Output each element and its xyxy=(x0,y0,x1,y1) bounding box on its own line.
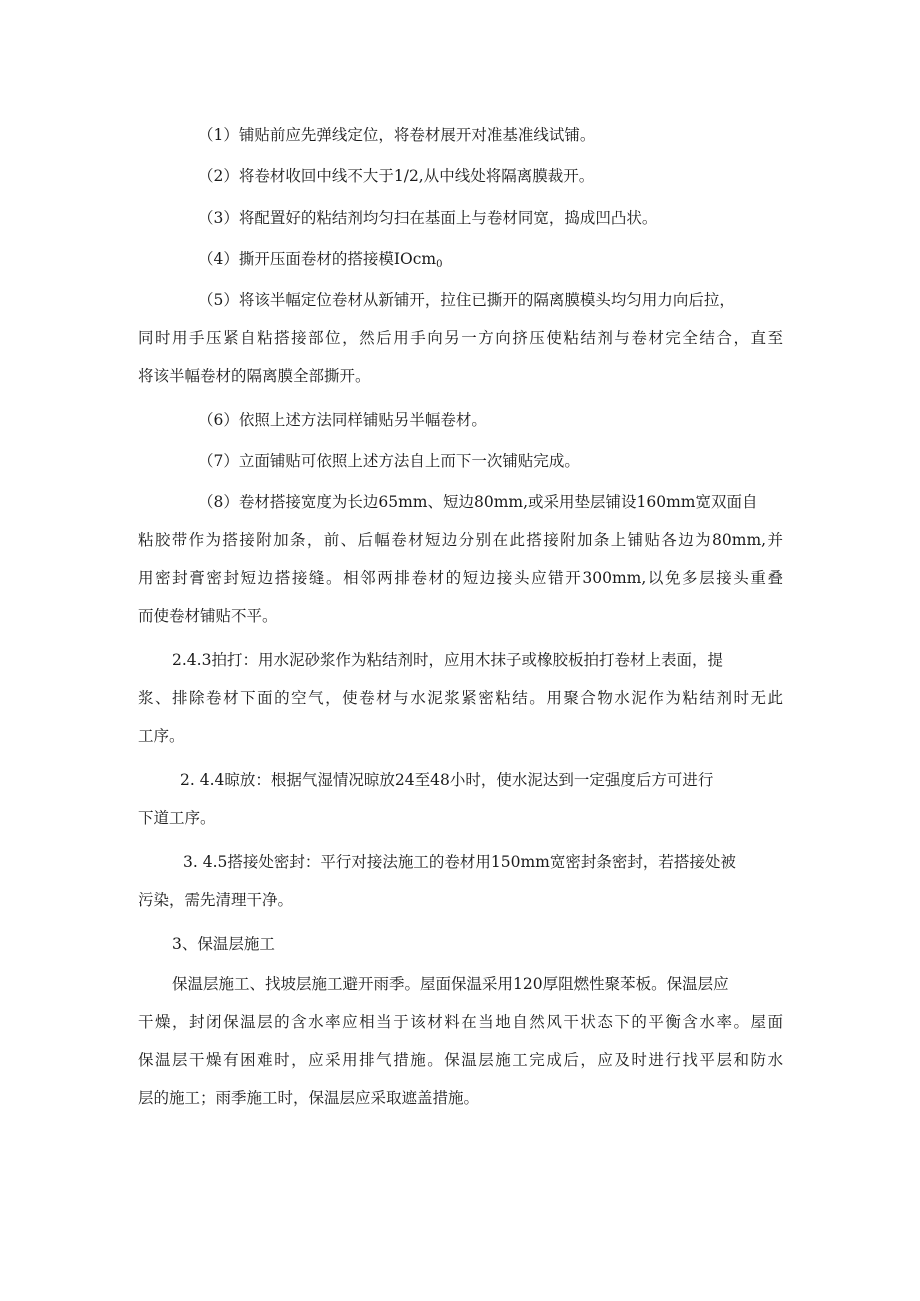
step-4-text xyxy=(198,249,442,275)
step-7-text: （7）立面铺贴可依照上述方法自上而下一次铺贴完成。 xyxy=(198,452,580,470)
step-8-line-3: 用密封膏密封短边搭接缝。相邻两排卷材的短边接头应错开300mm,以免多层接头重叠 xyxy=(138,569,783,587)
step-4-subscript: 0 xyxy=(436,259,443,270)
section-3-4-5-line-1: 3. 4.5搭接处密封：平行对接法施工的卷材用150mm宽密封条密封，若搭接处被 xyxy=(183,853,736,871)
step-3-text: （3）将配置好的粘结剂均匀扫在基面上与卷材同宽，捣成凹凸状。 xyxy=(198,209,658,227)
step-4-main: （4）撕开压面卷材的搭接模IOcm xyxy=(198,250,437,268)
section-2-4-4-line-2: 下道工序。 xyxy=(138,809,216,827)
step-6-text: （6）依照上述方法同样铺贴另半幅卷材。 xyxy=(198,411,487,429)
section-heading-insulation: 3、保温层施工 xyxy=(172,935,275,953)
step-8-line-4: 而使卷材铺贴不平。 xyxy=(138,607,278,625)
section-2-4-3-line-2: 浆、排除卷材下面的空气，使卷材与水泥浆紧密粘结。用聚合物水泥作为粘结剂时无此 xyxy=(138,689,783,707)
section-2-4-3-line-3: 工序。 xyxy=(138,727,185,745)
section-3-4-5-line-2: 污染，需先清理干净。 xyxy=(138,891,294,909)
step-5-line-1: （5）将该半幅定位卷材从新铺开，拉住已撕开的隔离膜模头均匀用力向后拉， xyxy=(198,291,735,309)
step-8-line-1: （8）卷材搭接宽度为长边65mm、短边80mm,或采用垫层铺设160mm宽双面自 xyxy=(198,493,758,511)
section-2-4-4-line-1: 2. 4.4晾放：根据气湿情况晾放24至48小时，使水泥达到一定强度后方可进行 xyxy=(180,771,714,789)
step-2-text: （2）将卷材收回中线不大于1/2,从中线处将隔离膜裁开。 xyxy=(198,167,595,185)
step-5-line-2: 同时用手压紧自粘搭接部位，然后用手向另一方向挤压使粘结剂与卷材完全结合，直至 xyxy=(138,329,783,347)
insulation-paragraph-line-4: 层的施工；雨季施工时，保温层应采取遮盖措施。 xyxy=(138,1089,480,1107)
insulation-paragraph-line-1: 保温层施工、找坡层施工避开雨季。屋面保温采用120厚阻燃性聚苯板。保温层应 xyxy=(172,975,729,993)
section-2-4-3-line-1: 2.4.3拍打：用水泥砂浆作为粘结剂时，应用木抹子或橡胶板拍打卷材上表面，提 xyxy=(172,651,723,669)
step-5-line-3: 将该半幅卷材的隔离膜全部撕开。 xyxy=(138,367,371,385)
step-8-line-2: 粘胶带作为搭接附加条，前、后幅卷材短边分别在此搭接附加条上铺贴各边为80mm,并 xyxy=(138,531,783,549)
insulation-paragraph-line-3: 保温层干燥有困难时，应采用排气措施。保温层施工完成后，应及时进行找平层和防水 xyxy=(138,1051,783,1069)
insulation-paragraph-line-2: 干燥，封闭保温层的含水率应相当于该材料在当地自然风干状态下的平衡含水率。屋面 xyxy=(138,1013,783,1031)
step-1-text: （1）铺贴前应先弹线定位，将卷材展开对准基准线试铺。 xyxy=(198,126,596,144)
